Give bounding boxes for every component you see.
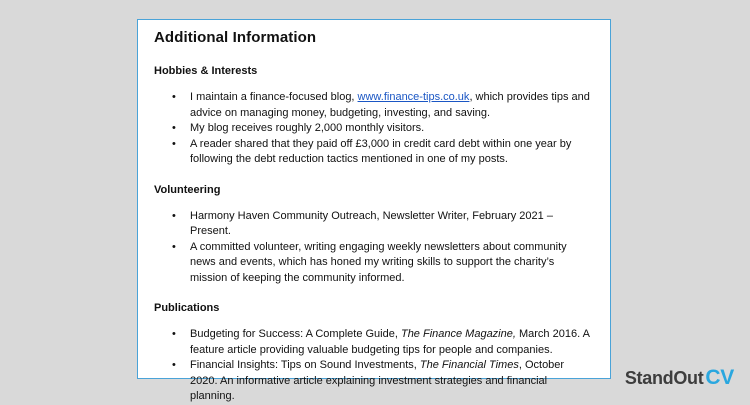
list-item-text: March 2016. A feature article providing valuable budgeting tips for people and companies. (190, 328, 590, 356)
bullet-icon: • (172, 137, 176, 150)
list-item-text: My blog receives roughly 2,000 monthly visitors. (190, 122, 425, 134)
logo-brand-text: StandOut (624, 368, 704, 388)
publication-name: The Finance Magazine, (400, 328, 516, 340)
cv-document-card (137, 19, 611, 402)
bullet-icon: • (172, 328, 176, 340)
list-item (172, 209, 594, 240)
section-heading-volunteering: Volunteering (154, 183, 221, 196)
blog-link[interactable]: www.finance-tips.co.uk (357, 91, 470, 103)
list-item-text: Financial Insights: Tips on Sound Investments, (190, 359, 420, 371)
volunteering-list (154, 209, 594, 287)
publications-list (154, 327, 594, 405)
list-item-text: Budgeting for Success: A Complete Guide, (190, 328, 401, 340)
section-heading-hobbies: Hobbies & Interests (154, 65, 258, 77)
list-item (172, 90, 594, 121)
list-item-text: , which provides tips and advice on managing money, budgeting, investing, and saving. (190, 91, 590, 119)
list-item-text: Harmony Haven Community Outreach, Newsletter Writer, February 2021 – Present. (190, 209, 553, 237)
standout-cv-logo (625, 368, 734, 388)
list-item (172, 240, 594, 287)
hobbies-list (154, 90, 594, 168)
list-item-text: A reader shared that they paid off £3,000 in credit card debt within one year by following the debt reduction tactics mentioned in one of my posts. (190, 137, 572, 165)
bullet-icon: • (172, 122, 176, 134)
list-item (172, 121, 594, 137)
list-item (172, 358, 594, 405)
list-item-text: A committed volunteer, writing engaging weekly newsletters about community news and events, which has honed my writing skills to support the charity’s mission of keeping the community informed. (190, 240, 567, 284)
list-item-text: I maintain a finance-focused blog, (190, 91, 358, 103)
bullet-icon: • (172, 209, 176, 222)
list-item (172, 327, 594, 358)
publication-name: The Financial Times (419, 359, 519, 371)
list-item (172, 137, 594, 168)
logo-accent-text: CV (705, 366, 734, 389)
document-title: Additional Information (154, 29, 317, 46)
bullet-icon: • (172, 91, 176, 103)
bullet-icon: • (172, 359, 176, 371)
list-item-text: , October 2020. An informative article explaining investment strategies and financial planning. (190, 359, 565, 402)
section-heading-publications: Publications (154, 302, 220, 314)
bullet-icon: • (172, 240, 176, 253)
